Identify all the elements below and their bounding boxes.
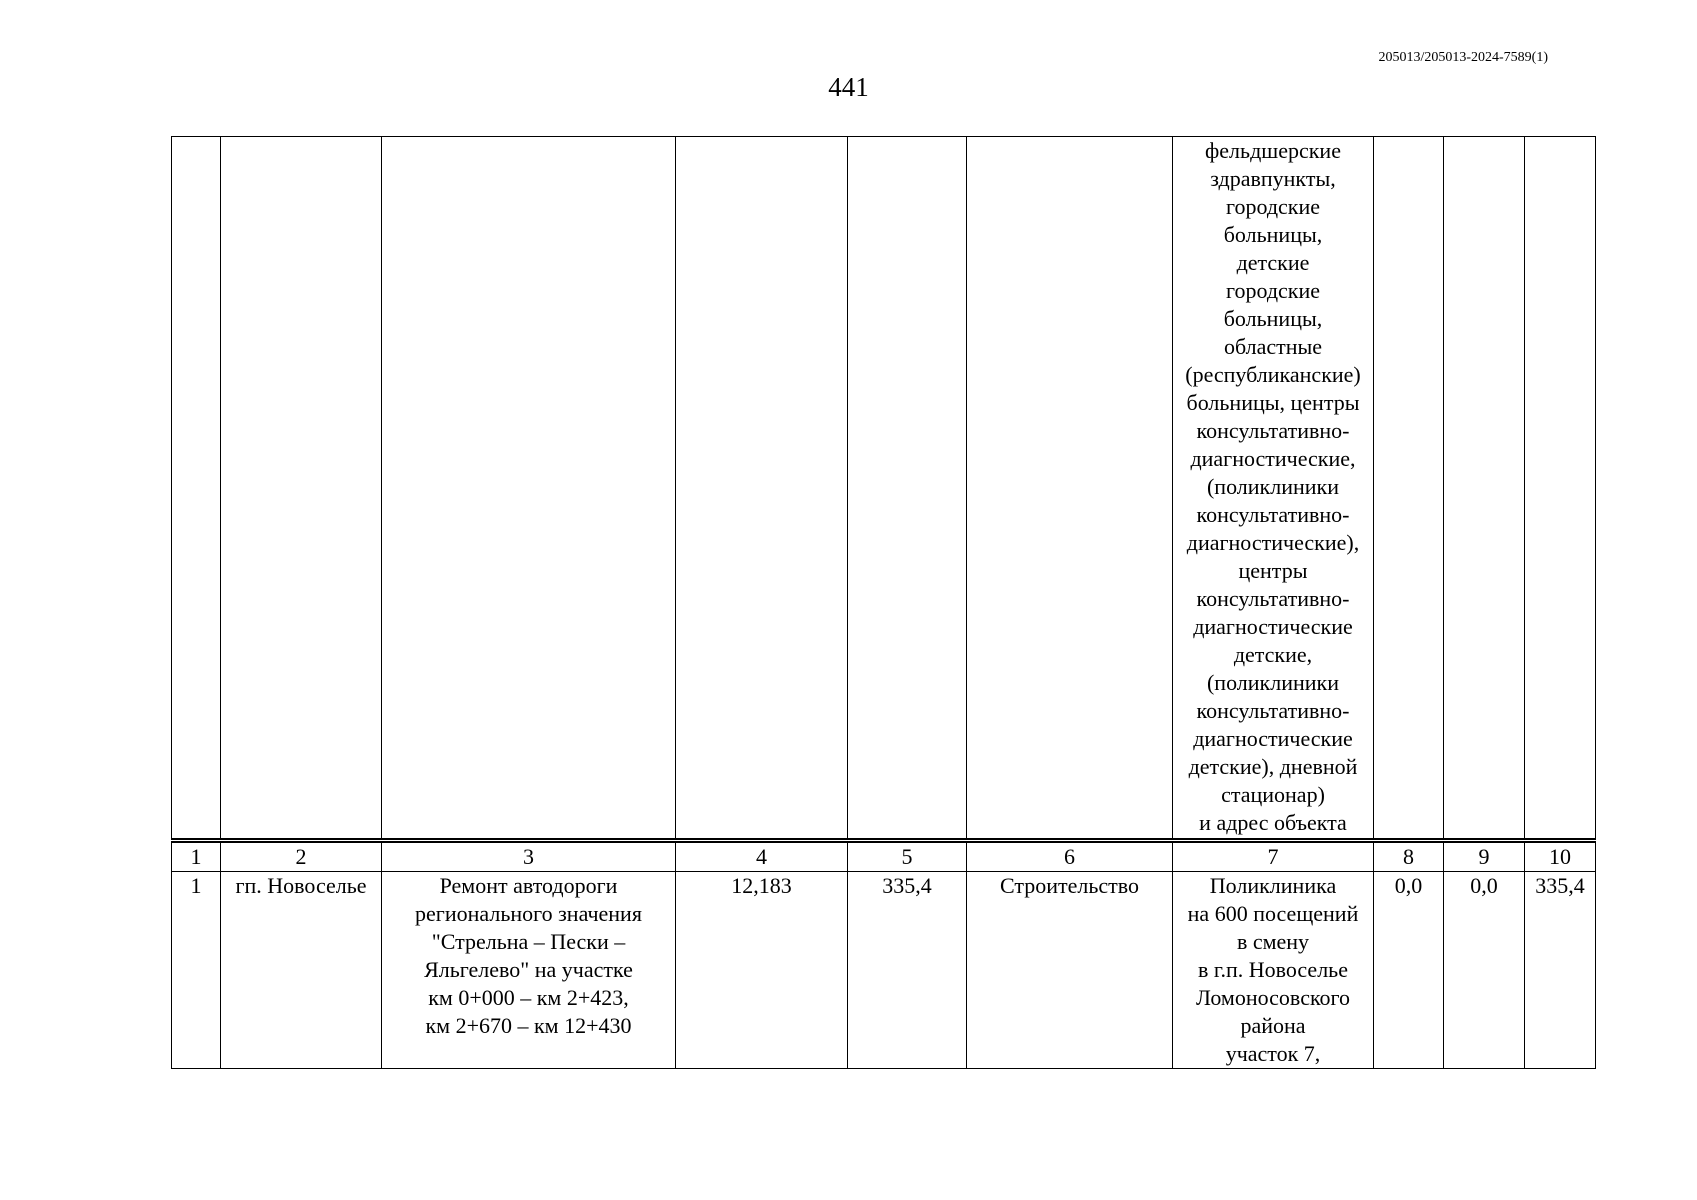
cont-cell-4 — [676, 137, 848, 841]
column-number: 9 — [1444, 841, 1525, 872]
column-number: 10 — [1525, 841, 1596, 872]
column-number: 5 — [848, 841, 967, 872]
object-cell — [1173, 872, 1374, 1069]
page-number: 441 — [828, 72, 869, 102]
settlement-cell: гп. Новоселье — [221, 872, 382, 1069]
cont-cell-6 — [967, 137, 1173, 841]
value-cell-10: 335,4 — [1525, 872, 1596, 1069]
cont-cell-9 — [1444, 137, 1525, 841]
cont-cell-8 — [1374, 137, 1444, 841]
column-number: 6 — [967, 841, 1173, 872]
continuation-row — [172, 137, 1596, 841]
data-table — [171, 136, 1596, 1069]
column-number: 2 — [221, 841, 382, 872]
document-id: 205013/205013-2024-7589(1) — [1378, 50, 1548, 65]
value-cell-9: 0,0 — [1444, 872, 1525, 1069]
column-number: 7 — [1173, 841, 1374, 872]
cont-cell-1 — [172, 137, 221, 841]
length-cell: 12,183 — [676, 872, 848, 1069]
cont-cell-7-text: фельдшерские здравпункты, городские больницы, детские городские больницы, областные (республиканские) больницы, центры консультативно- диагностические, (поликлиники консультативно- диагностические), центры консультативно- диагностические детские, (поликлиники консультативно- диагностические детские), дневной стационар) и адрес объекта — [1185, 138, 1361, 835]
object-cell-text: Поликлиника на 600 посещений в смену в г.п. Новоселье Ломоносовского района участок 7, — [1187, 873, 1359, 1066]
row-number-cell: 1 — [172, 872, 221, 1069]
cont-cell-3 — [382, 137, 676, 841]
column-number: 8 — [1374, 841, 1444, 872]
cont-cell-7 — [1173, 137, 1374, 841]
cont-cell-10 — [1525, 137, 1596, 841]
column-number: 4 — [676, 841, 848, 872]
value-cell-8: 0,0 — [1374, 872, 1444, 1069]
column-number: 1 — [172, 841, 221, 872]
column-numbers-row — [172, 841, 1596, 872]
work-type-cell: Строительство — [967, 872, 1173, 1069]
value-cell: 335,4 — [848, 872, 967, 1069]
cont-cell-2 — [221, 137, 382, 841]
road-cell-text: Ремонт автодороги регионального значения "Стрельна – Пески – Яльгелево" на участке км 0+000 – км 2+423, км 2+670 – км 12+430 — [415, 873, 642, 1038]
column-number: 3 — [382, 841, 676, 872]
cont-cell-5 — [848, 137, 967, 841]
road-cell — [382, 872, 676, 1069]
table-row — [172, 872, 1596, 1069]
